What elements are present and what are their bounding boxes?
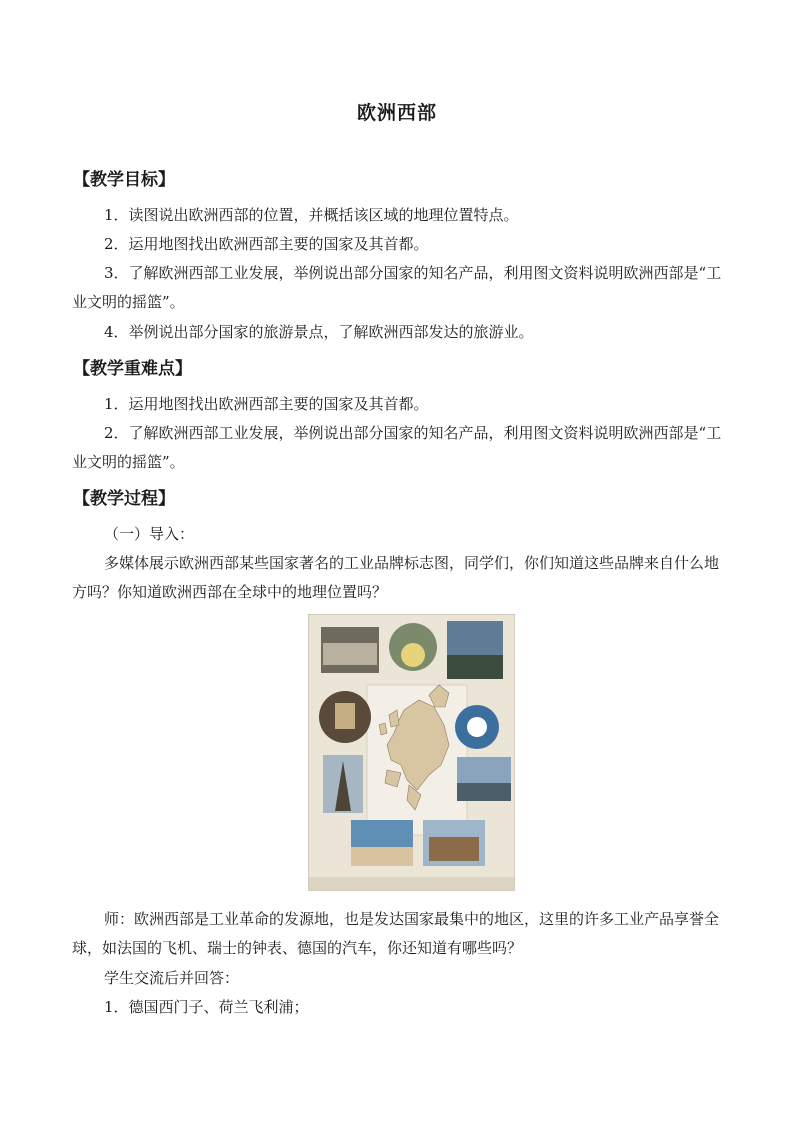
students-respond: 学生交流后并回答： [104,969,240,987]
europe-map-collage-image [309,615,514,890]
teacher-paragraph: 师：欧洲西部是工业革命的发源地，也是发达国家最集中的地区，这里的许多工业产品享誉全球，如法国的飞机、瑞士的钟表、德国的汽车，你还知道有哪些吗？ [72,910,720,957]
objective-item-1: 1．读图说出欧洲西部的位置，并概括该区域的地理位置特点。 [104,206,519,224]
objective-item-4: 4．举例说出部分国家的旅游景点，了解欧洲西部发达的旅游业。 [104,323,534,341]
step-intro-label: （一）导入： [104,525,195,543]
europe-landmarks-photo [308,614,515,891]
objective-item-3: 3．了解欧洲西部工业发展，举例说出部分国家的知名产品，利用图文资料说明欧洲西部是“工业文明的摇篮”。 [72,264,722,311]
intro-paragraph: 多媒体展示欧洲西部某些国家著名的工业品牌标志图，同学们，你们知道这些品牌来自什么地方吗？你知道欧洲西部在全球中的地理位置吗？ [72,554,720,601]
key-points-heading: 【教学重难点】 [73,359,192,379]
key-point-item-1: 1．运用地图找出欧洲西部主要的国家及其首都。 [104,395,429,413]
answer-item-1: 1．德国西门子、荷兰飞利浦； [104,998,309,1016]
key-point-item-2: 2．了解欧洲西部工业发展，举例说出部分国家的知名产品，利用图文资料说明欧洲西部是“工业文明的摇篮”。 [72,424,722,471]
europe-map-graphic [367,685,467,835]
process-heading: 【教学过程】 [73,489,175,509]
document-title: 欧洲西部 [356,102,437,124]
objectives-heading: 【教学目标】 [73,170,175,190]
objective-item-2: 2．运用地图找出欧洲西部主要的国家及其首都。 [104,235,429,253]
